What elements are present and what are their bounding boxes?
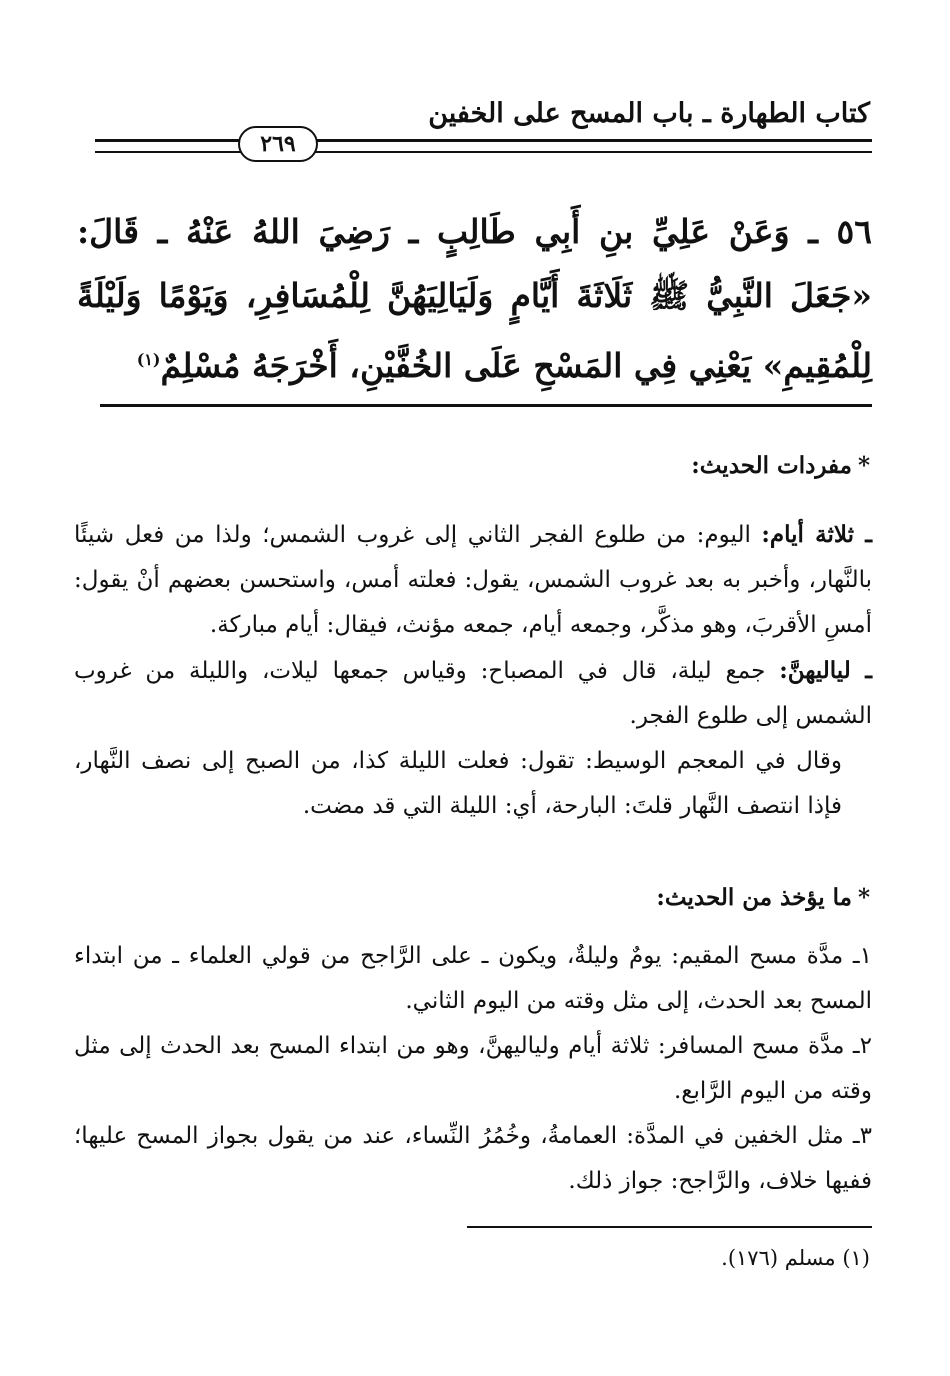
lesson-item: ١ـ مدَّة مسح المقيم: يومٌ وليلةٌ، ويكون ـ على الرَّاجح من قولي العلماء ـ من ابتداء المسح بعد الحدث، إلى مثل وقته من اليوم الثاني.: [74, 943, 872, 1014]
running-title: كتاب الطهارة ـ باب المسح على الخفين: [428, 98, 870, 129]
page-number: ٢٦٩: [238, 126, 318, 162]
lessons-heading: [656, 884, 870, 911]
hadith-text-block: [77, 200, 872, 398]
footnote-marker: (١): [136, 350, 161, 369]
star-icon: *: [857, 884, 870, 911]
header-rule: [95, 139, 872, 153]
hadith-text: وَعَنْ عَلِيِّ بنِ أَبِي طَالِبٍ ـ رَضِيَ اللهُ عَنْهُ ـ قَالَ: «جَعَلَ النَّبِيُّ ﷺ ثَلَاثَةَ أَيَّامٍ وَلَيَالِيَهُنَّ لِلْمُسَافِرِ، وَيَوْمًا وَلَيْلَةً لِلْمُقِيمِ» يَعْنِي فِي المَسْحِ عَلَى الخُفَّيْنِ، أَخْرَجَهُ مُسْلِمٌ: [77, 212, 872, 385]
lessons-list: [74, 934, 872, 1204]
section-divider: [100, 404, 872, 407]
footnote: (١) مسلم (١٧٦).: [721, 1246, 870, 1270]
vocab-definition: اليوم: من طلوع الفجر الثاني إلى غروب الشمس؛ ولذا من فعل شيئًا بالنَّهار، وأخبر به بعد غروب الشمس، يقول: فعلته أمس، واستحسن بعضهم أنْ يقول: أمسِ الأقربَ، وهو مذكَّر، وجمعه أيام، جمعه مؤنث، فيقال: أيام مباركة.: [74, 522, 872, 638]
vocab-entry: [74, 512, 872, 648]
vocab-heading: [691, 452, 870, 479]
lesson-item: ٣ـ مثل الخفين في المدَّة: العمامةُ، وخُمُرُ النِّساء، عند من يقول بجواز المسح عليها؛ ففيها خلاف، والرَّاجح: جواز ذلك.: [74, 1123, 872, 1194]
vocab-heading-text: مفردات الحديث:: [691, 452, 852, 479]
lessons-heading-text: ما يؤخذ من الحديث:: [656, 884, 852, 911]
vocab-definition: جمع ليلة، قال في المصباح: وقياس جمعها ليلات، والليلة من غروب الشمس إلى طلوع الفجر.: [74, 658, 872, 729]
vocab-term: ـ ثلاثة أيام:: [761, 521, 873, 548]
vocab-extra-paragraph: وقال في المعجم الوسيط: تقول: فعلت الليلة كذا، من الصبح إلى نصف النَّهار، فإذا انتصف النَّهار قلتَ: البارحة، أي: الليلة التي قد مضت.: [74, 748, 842, 819]
vocab-term: ـ لياليهنَّ:: [779, 657, 873, 684]
vocab-entry: [74, 648, 872, 739]
footnote-separator: [467, 1226, 872, 1228]
hadith-number: ٥٦ ـ: [808, 212, 872, 251]
star-icon: *: [857, 452, 870, 479]
vocab-block: [74, 512, 872, 829]
lesson-item: ٢ـ مدَّة مسح المسافر: ثلاثة أيام ولياليهنَّ، وهو من ابتداء المسح بعد الحدث إلى مثل وقته من اليوم الرَّابع.: [74, 1033, 872, 1104]
